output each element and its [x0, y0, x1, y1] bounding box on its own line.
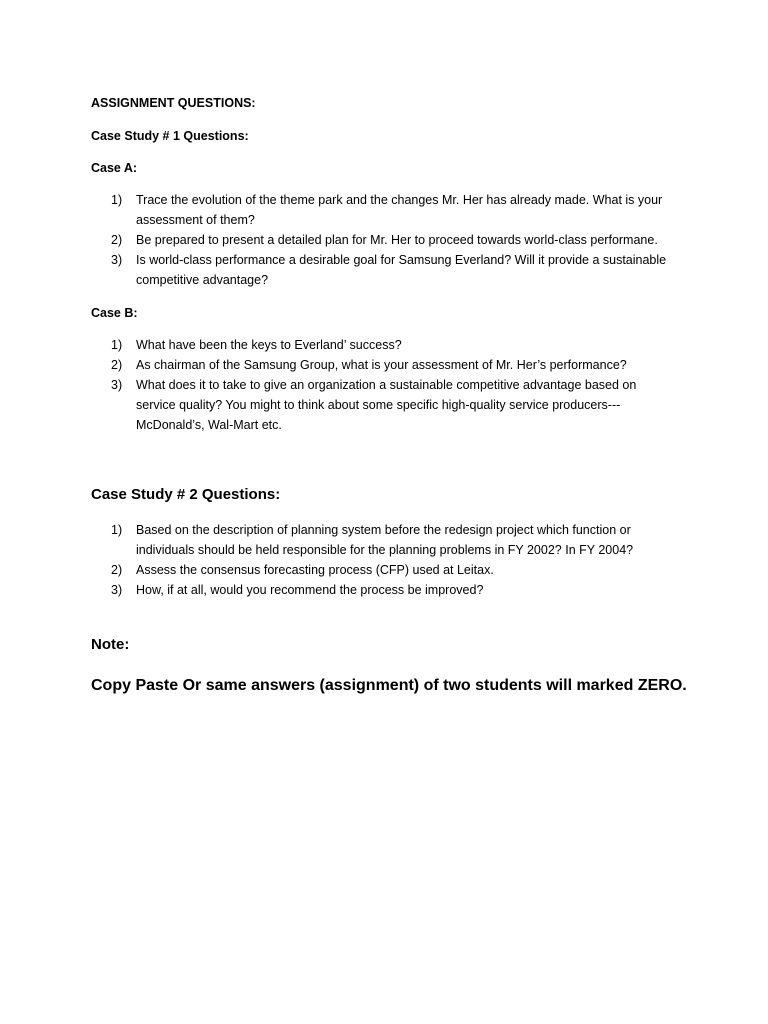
case-study-1-title: Case Study # 1 Questions:: [91, 129, 249, 143]
question-text: [136, 580, 483, 600]
list-number: 2): [111, 233, 123, 247]
question-line: competitive advantage?: [136, 273, 269, 287]
question-line: What does it to take to give an organization a sustainable competitive advantage based on: [136, 378, 637, 392]
question-text: [136, 190, 662, 230]
question-line: Based on the description of planning system before the redesign project which function or: [136, 523, 631, 537]
case-a-label: Case A:: [91, 161, 138, 175]
list-number: 1): [111, 523, 123, 537]
note-label: Note:: [91, 636, 130, 653]
case-study-2-title: Case Study # 2 Questions:: [91, 486, 281, 503]
question-line: assessment of them?: [136, 213, 255, 227]
question-line: service quality? You might to think about some specific high-quality service producers---: [136, 398, 621, 412]
assignment-heading: ASSIGNMENT QUESTIONS:: [91, 96, 256, 110]
question-line: Trace the evolution of the theme park and the changes Mr. Her has already made. What is your: [136, 193, 663, 207]
question-line: How, if at all, would you recommend the process be improved?: [136, 583, 484, 597]
list-number: 1): [111, 193, 123, 207]
question-line: As chairman of the Samsung Group, what is your assessment of Mr. Her’s performance?: [136, 358, 627, 372]
question-line: Is world-class performance a desirable goal for Samsung Everland? Will it provide a sustainable: [136, 253, 667, 267]
question-text: [136, 375, 636, 435]
question-text: [136, 355, 627, 375]
question-text: [136, 230, 658, 250]
question-text: [136, 520, 633, 560]
question-text: [136, 335, 402, 355]
question-line: What have been the keys to Everland’ success?: [136, 338, 402, 352]
question-text: [136, 560, 494, 580]
list-number: 2): [111, 358, 123, 372]
list-number: 1): [111, 338, 123, 352]
question-line: McDonald’s, Wal-Mart etc.: [136, 418, 282, 432]
case-b-label: Case B:: [91, 306, 138, 320]
list-number: 3): [111, 253, 123, 267]
question-line: Assess the consensus forecasting process (CFP) used at Leitax.: [136, 563, 494, 577]
question-text: [136, 250, 666, 290]
list-number: 2): [111, 563, 123, 577]
note-text: Copy Paste Or same answers (assignment) of two students will marked ZERO.: [91, 677, 687, 694]
list-number: 3): [111, 583, 123, 597]
list-number: 3): [111, 378, 123, 392]
question-line: individuals should be held responsible for the planning problems in FY 2002? In FY 2004?: [136, 543, 634, 557]
question-line: Be prepared to present a detailed plan for Mr. Her to proceed towards world-class performane.: [136, 233, 658, 247]
